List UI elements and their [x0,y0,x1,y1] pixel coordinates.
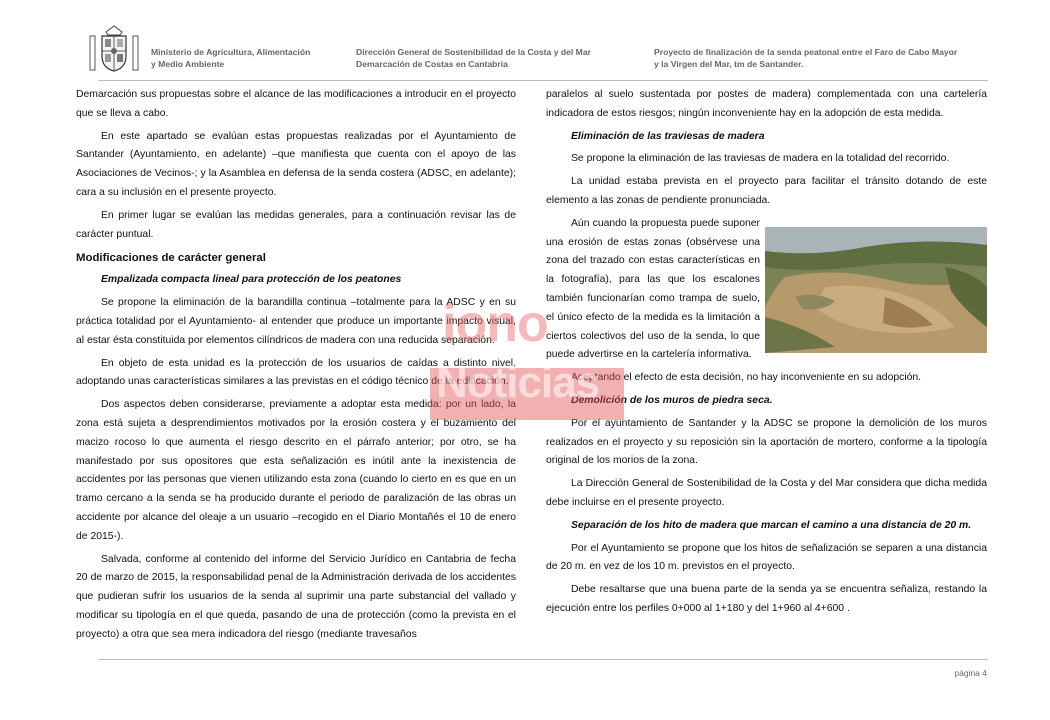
paragraph: Por el Ayuntamiento se propone que los hitos de señalización se separen a una distancia de 20 m. en vez de los 10 m. previstos en el proyecto. [546,542,987,573]
paragraph: paralelos al suelo sustentada por postes de madera) complementada con una cartelería indicadora de estos riesgos; ningún inconveniente hay en la adopción de esta medida. [546,89,987,119]
header-ministry: Ministerio de Agricultura, Alimentación y Medio Ambiente [151,47,311,69]
header-directorate: Dirección General de Sostenibilidad de la Costa y del Mar Demarcación de Costas en Cantabria [356,47,591,69]
left-column [76,86,516,649]
paragraph: Aún cuando la propuesta puede suponer una erosión de estas zonas (obsérvese una zona del trazado con estas características en la fotografía), para las que los escalones también funcionarían como trampa de suelo, el único efecto de la medida es la limitación a ciertos colectivos del uso de la senda, lo que puede advertirse en la cartelería informativa. [546,217,760,361]
header-divider [98,80,988,81]
paragraph: La unidad estaba prevista en el proyecto para facilitar el tránsito dotando de este elemento a las zonas de pendiente pronunciada. [546,176,987,206]
paragraph: Debe resaltarse que una buena parte de la senda ya se encuentra señaliza, restando la ejecución entre los perfiles 0+000 al 1+180 y del 1+960 al 4+600 . [546,584,987,614]
header-project: Proyecto de finalización de la senda peatonal entre el Faro de Cabo Mayor y la Virgen del Mar, tm de Santander. [654,47,958,69]
watermark-text: iono [442,295,548,353]
subsection-heading: Demolición de los muros de piedra seca. [571,394,773,406]
paragraph: En primer lugar se evalúan las medidas generales, para a continuación revisar las de carácter puntual. [76,209,516,240]
footer-divider [98,659,988,660]
watermark-text: Noticias [436,358,600,407]
erosion-photo [765,227,987,353]
page-number: página 4 [954,668,987,678]
paragraph: Se propone la eliminación de las traviesas de madera en la totalidad del recorrido. [571,153,950,165]
right-column [546,86,987,623]
subsection-heading: Empalizada compacta lineal para protección de los peatones [101,274,402,286]
page-header [0,0,1050,84]
paragraph: Por el ayuntamiento de Santander y la ADSC se propone la demolición de los muros realizados en el proyecto y su reposición sin la aportación de mortero, conforme a la tipología original de los morios de la zona. [546,417,987,467]
paragraph: Dos aspectos deben considerarse, previamente a adoptar esta medida: por un lado, la zona está sujeta a desprendimientos motivados por la erosión costera y el buzamiento del macizo rocoso lo que aumenta el riesgo descrito en el párrafo anterior; por otro, se ha manifestado por sus opositores que esta señalización es inútil ante la inexistencia de accidentes por las personas que vienen utilizando esta zona (cuando lo cierto en es que en un tramo cercano a la senda se ha producido durante el periodo de paralización de las obras un accidente por alcance del oleaje a un usuario –recogido en el Diario Montañés el 10 de enero de 2015-). [76,399,516,542]
paragraph: Salvada, conforme al contenido del informe del Servicio Jurídico en Cantabria de fecha 20 de marzo de 2015, la responsabilidad penal de la Administración derivada de los accidentes que pudieran sufrir los usuarios de la senda al suprimir una parte substancial del vallado y modificar su tipología en el que queda, pasando de una de protección (como la prevista en el proyecto) a otra que sea mera indicadora del riesgo (mediante travesaños [76,553,516,640]
paragraph: En este apartado se evalúan estas propuestas realizadas por el Ayuntamiento de Santander (Ayuntamiento, en adelante) –que manifiesta que cuenta con el apoyo de las Asociaciones de Vecinos-; y la Asamblea en defensa de la senda costera (ADSC, en adelante); cara a su inclusión en el presente proyecto. [76,130,516,198]
paragraph: Aceptando el efecto de esta decisión, no hay inconveniente en su adopción. [571,372,922,384]
paragraph: La Dirección General de Sostenibilidad de la Costa y del Mar considera que dicha medida debe incluirse en el presente proyecto. [546,478,987,508]
paragraph: Se propone la eliminación de la barandilla continua –totalmente para la ADSC y en su práctica totalidad por el Ayuntamiento- al entender que produce un importante impacto visual, al estar ésta constituida por elementos cilíndricos de madera con una reducida separación. [76,297,516,346]
photo-block [546,215,987,369]
section-heading: Modificaciones de carácter general [76,252,266,265]
coat-of-arms-icon [88,24,140,74]
paragraph: Demarcación sus propuestas sobre el alcance de las modificaciones a introducir en el proyecto que se lleva a cabo. [76,89,516,119]
paragraph: En objeto de esta unidad es la protección de los usuarios de caídas a distinto nivel, adoptando unas características similares a las previstas en el código técnico de la edificación. [76,357,516,388]
subsection-heading: Eliminación de las traviesas de madera [571,130,765,142]
subsection-heading: Separación de los hito de madera que marcan el camino a una distancia de 20 m. [571,519,972,531]
